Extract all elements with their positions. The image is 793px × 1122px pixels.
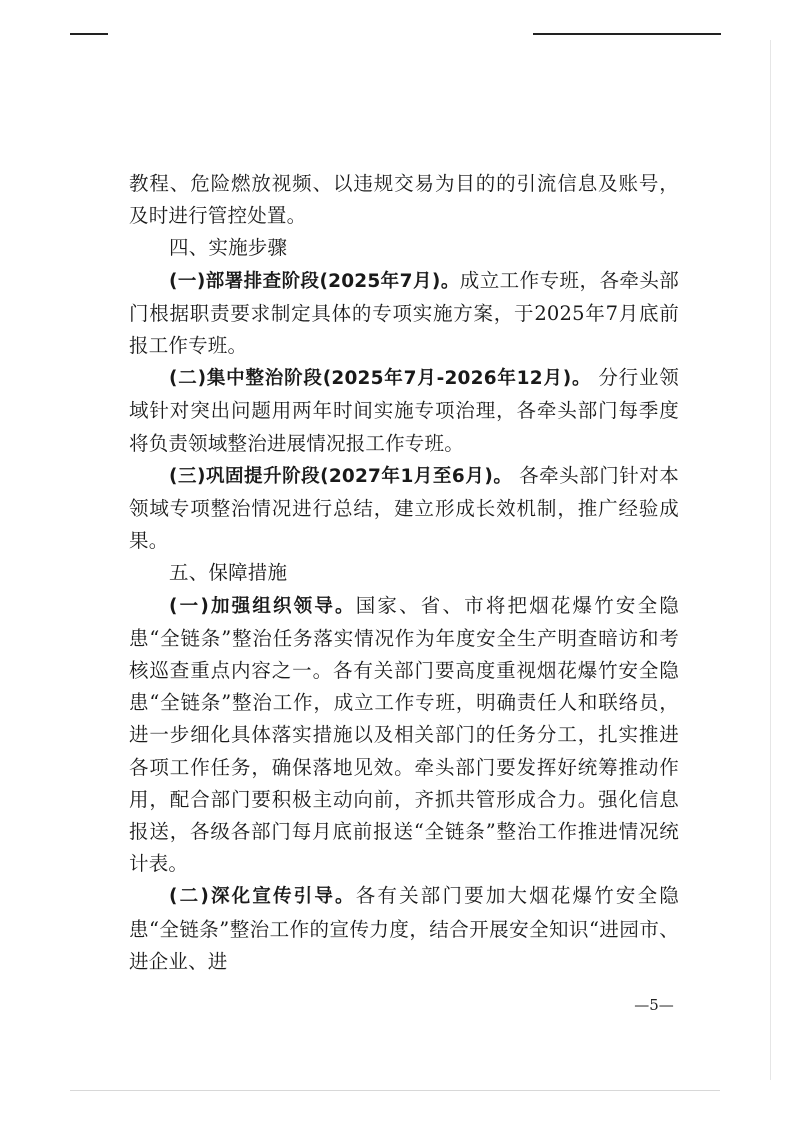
paragraph-phase-3: (三)巩固提升阶段(2027年1月至6月)。 各牵头部门针对本领域专项整治情况进行总结，建立形成长效机制，推广经验成果。 (129, 463, 679, 553)
paragraph-phase-1: (一)部署排查阶段(2025年7月)。成立工作专班，各牵头部门根据职责要求制定具体的专项实施方案，于2025年7月底前报工作专班。 (129, 268, 680, 358)
paragraph-lead: (一)部署排查阶段(2025年7月)。 (169, 270, 460, 292)
document-body (129, 168, 679, 978)
paragraph-publicity: (二)深化宣传引导。各有关部门要加大烟花爆竹安全隐患“全链条”整治工作的宣传力度，结合开展安全知识“进园市、进企业、进 (129, 884, 679, 973)
scan-edge-bottom (70, 1090, 720, 1091)
scan-edge-right (770, 40, 771, 1080)
paragraph-phase-2: (二)集中整治阶段(2025年7月-2026年12月)。 分行业领域针对突出问题用两年时间实施专项治理，各牵头部门每季度将负责领域整治进展情况报工作专班。 (129, 366, 679, 455)
paragraph-lead: (二)集中整治阶段(2025年7月-2026年12月)。 (169, 368, 592, 390)
header-rule-right (533, 33, 721, 35)
page-number: —5— (634, 996, 674, 1014)
section-heading-steps: 四、实施步骤 (169, 236, 288, 260)
paragraph-continued: 教程、危险燃放视频、以违规交易为目的的引流信息及账号，及时进行管控处置。 (129, 172, 679, 228)
header-rule-left (70, 33, 108, 35)
paragraph-lead: (二)深化宣传引导。 (169, 886, 356, 908)
paragraph-lead: (三)巩固提升阶段(2027年1月至6月)。 (169, 465, 513, 487)
paragraph-lead: (一)加强组织领导。 (169, 595, 356, 617)
paragraph-leadership: (一)加强组织领导。国家、省、市将把烟花爆竹安全隐患“全链条”整治任务落实情况作为年度安全生产明查暗访和考核巡查重点内容之一。各有关部门要高度重视烟花爆竹安全隐患“全链条”整治工作，成立工作专班，明确责任人和联络员，进一步细化具体落实措施以及相关部门的任务分工，扎实推进各项工作任务，确保落地见效。牵头部门要发挥好统筹推动作用，配合部门要积极主动向前，齐抓共管形成合力。强化信息报送，各级各部门每月底前报送“全链条”整治工作推进情况统计表。 (129, 593, 679, 876)
section-heading-safeguards: 五、保障措施 (169, 561, 288, 585)
